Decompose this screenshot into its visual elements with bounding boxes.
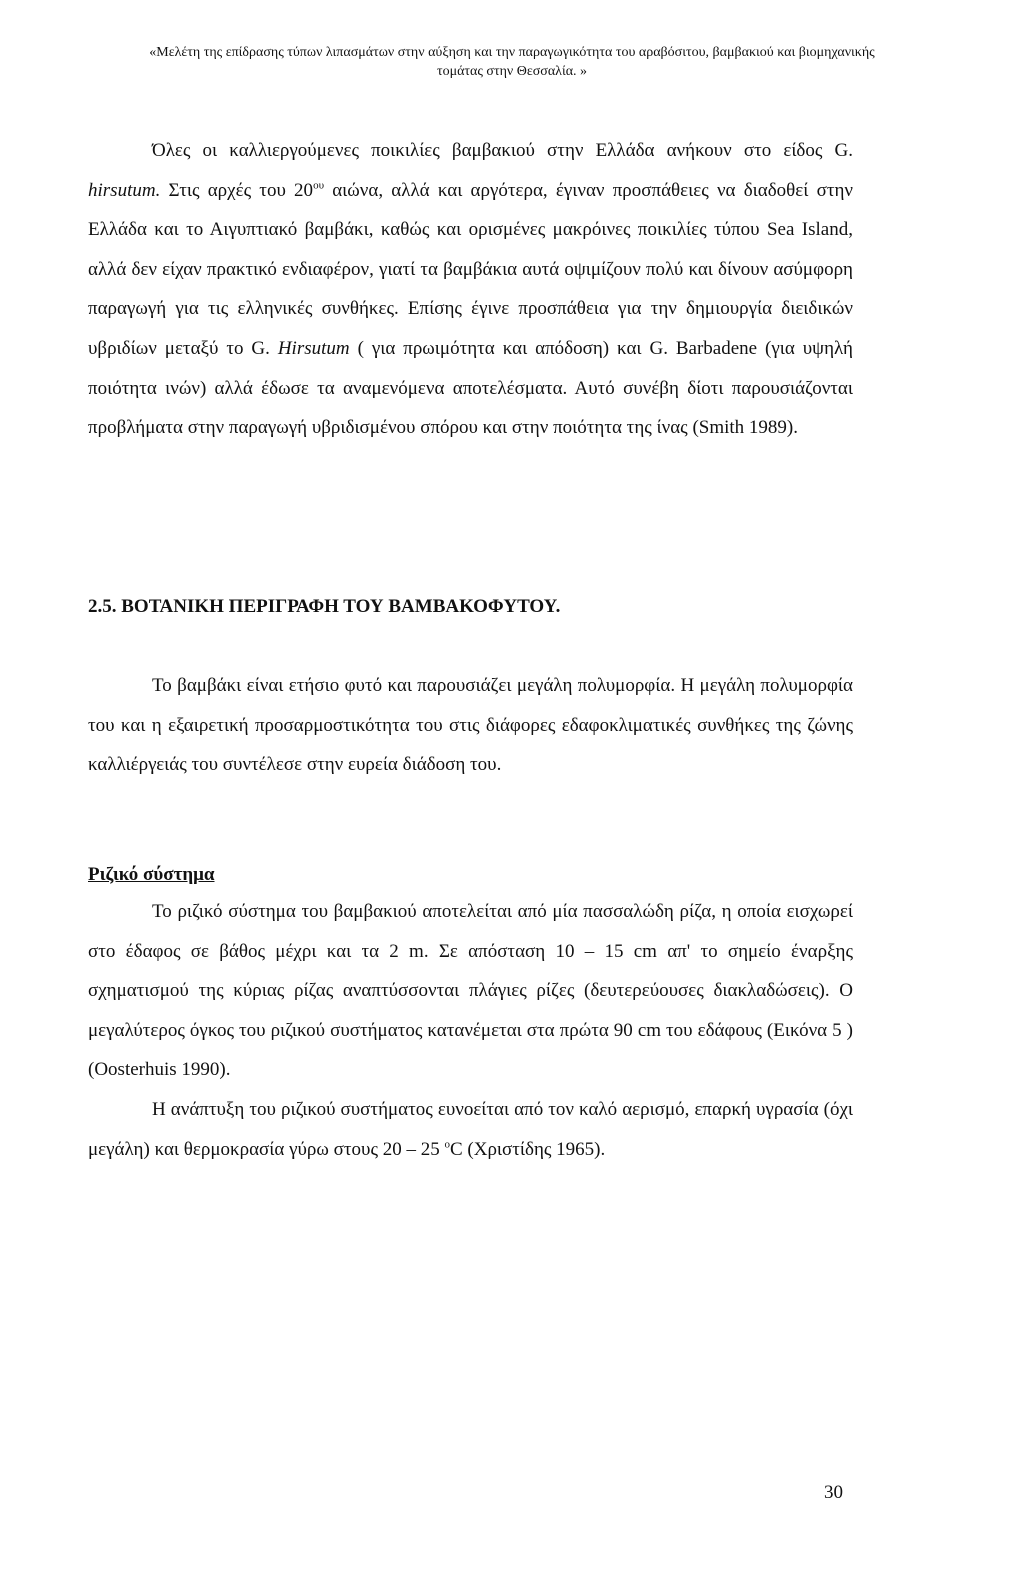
paragraph-root-structure: Το ριζικό σύστημα του βαμβακιού αποτελείται από μία πασσαλώδη ρίζα, η οποία εισχωρεί στο έδαφος σε βάθος μέχρι και τα 2 m. Σε απόσταση 10 – 15 cm απ' το σημείο έναρξης σχηματισμού της κύριας ρίζας αναπτύσσονται πλάγιες ρίζες (δευτερεύουσες διακλαδώσεις). Ο μεγαλύτερος όγκος του ριζικού συστήματος κατανέμεται στα πρώτα 90 cm του εδάφους (Εικόνα 5 ) (Oosterhuis 1990). xyxy=(88,901,853,1081)
running-header xyxy=(80,43,944,81)
running-header-line-2: τομάτας στην Θεσσαλία. » xyxy=(436,64,588,79)
paragraph-polymorphism: Το βαμβάκι είναι ετήσιο φυτό και παρουσιάζει μεγάλη πολυμορφία. Η μεγάλη πολυμορφία του και η εξαιρετική προσαρμοστικότητα του στις διάφορες εδαφοκλιματικές συνθήκες της ζώνης καλλιέργειάς του συντέλεσε στην ευρεία διάδοση του. xyxy=(88,675,853,776)
page-number: 30 xyxy=(824,1482,843,1503)
subsection-heading-root-system: Ριζικό σύστημα xyxy=(88,864,215,885)
description-section xyxy=(88,666,853,785)
section-heading: 2.5. ΒΟΤΑΝΙΚΗ ΠΕΡΙΓΡΑΦΗ ΤΟΥ ΒΑΜΒΑΚΟΦΥΤΟΥ. xyxy=(88,596,561,617)
running-header-line-1: «Μελέτη της επίδρασης τύπων λιπασμάτων στην αύξηση και την παραγωγικότητα του αραβόσιτου, βαμβακιού και βιομηχανικής xyxy=(149,45,875,60)
root-system-section xyxy=(88,892,853,1169)
intro-section xyxy=(88,131,853,448)
paragraph-cotton-varieties: Όλες οι καλλιεργούμενες ποικιλίες βαμβακιού στην Ελλάδα ανήκουν στο είδος G. hirsutum. Στις αρχές του $20^{o\upsilon}$ αιώνα, αλλά και αργότερα, έγιναν προσπάθειες να διαδοθεί στην Ελλάδα και το Αιγυπτιακό βαμβάκι, καθώς και ορισμένες μακρόινες ποικιλίες τύπου Sea Island, αλλά δεν είχαν πρακτικό ενδιαφέρον, γιατί τα βαμβάκια αυτά οψιμίζουν πολύ και δίνουν ασύμφορη παραγωγή για τις ελληνικές συνθήκες. Επίσης έγινε προσπάθεια για την δημιουργία διειδικών υβριδίων μεταξύ το G. Hirsutum ( για πρωιμότητα και απόδοση) και G. Barbadene (για υψηλή ποιότητα ινών) αλλά έδωσε τα αναμενόμενα αποτελέσματα. Αυτό συνέβη δίοτι παρουσιάζονται προβλήματα στην παραγωγή υβριδισμένου σπόρου και στην ποιότητα της ίνας (Smith 1989). xyxy=(88,140,853,439)
paragraph-root-growth: Η ανάπτυξη του ριζικού συστήματος ευνοείται από τον καλό αερισμό, επαρκή υγρασία (όχι μεγάλη) και θερμοκρασία γύρω στους 20 – 25 $^o$C (Χριστίδης 1965). xyxy=(88,1098,853,1160)
